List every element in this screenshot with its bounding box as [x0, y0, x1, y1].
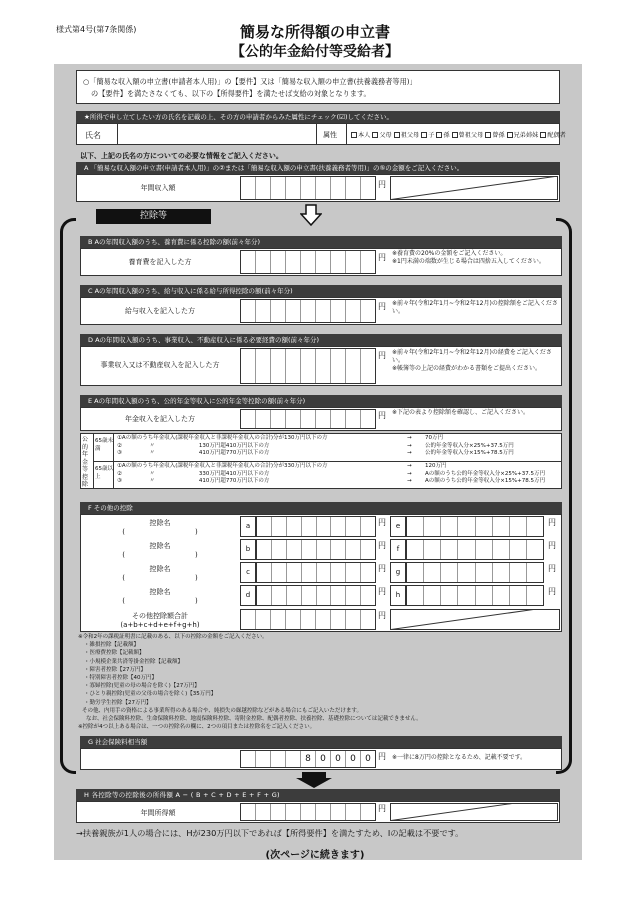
pension-rows-under65: ①Aの額のうち年金収入(課税年金収入と非課税年金収入の合計)分が130万円以下の方 → 70万円 ② 〃 130万円超410万円以下の方 → 公的年金等収入分×25%+37.5万円 ③ 〃 410万円超770万円以下の方 → 公的年金等収入分×15%+78.5万円 [117, 435, 514, 456]
intro-line2: の【要件】を満たさなくても、以下の【所得要件】を満たせば支給の対象となります。 [91, 89, 371, 98]
sec-b-amount[interactable] [240, 250, 376, 274]
sec-d-amount[interactable] [240, 348, 376, 384]
pension-group-over65: 65歳以上 [95, 466, 113, 480]
sec-b-note: ※養育費の20%の金額をご記入ください。 ※1円未満の端数が生じる場合は四捨五入してください。 [392, 250, 545, 265]
sec-d-header: D Aの年間収入額のうち、事業収入、不動産収入に係る必要経費の額(前々年分) [80, 334, 562, 346]
sec-f-amount[interactable] [406, 516, 544, 537]
sec-h-yen: 円 [378, 804, 386, 813]
sec-c-yen: 円 [378, 302, 386, 311]
sec-f-yen: 円 [378, 587, 386, 596]
sec-f-letter: h [390, 585, 406, 606]
sec-d-yen: 円 [378, 351, 386, 360]
sec-g-yen: 円 [378, 752, 386, 761]
sec-a-label: 年間収入額 [140, 184, 176, 192]
sec-f-letter: a [240, 516, 256, 537]
page-subtitle: 【公的年金給付等受給者】 [231, 44, 399, 60]
sec-f-item-paren: ( ) [122, 551, 198, 559]
attr-checkbox[interactable]: 子 [421, 132, 434, 139]
sec-f-item-name: 控除名 [149, 588, 171, 596]
sec-f-yen: 円 [378, 564, 386, 573]
sec-c-label: 給与収入を記入した方 [125, 307, 195, 315]
sec-a-yen: 円 [378, 180, 386, 189]
name-section-box [76, 123, 566, 145]
sec-f-letter: d [240, 585, 256, 606]
sec-c-header: C Aの年間収入額のうち、給与収入に係る給与所得控除の額(前々年分) [80, 285, 562, 297]
pension-rows-over65: ①Aの額のうち年金収入(課税年金収入と非課税年金収入の合計)分が330万円以下の方 → 120万円 ② 〃 330万円超410万円以下の方 → Aの額のうち公的年金等収入分×25%+37.5万円 ③ 〃 410万円超770万円以下の方 → Aの額のうち公的年金等収入分×15%+78.5万円 [117, 463, 545, 484]
attr-checkbox[interactable]: 父母 [372, 132, 391, 139]
left-bracket [60, 218, 76, 774]
pension-table [80, 433, 562, 489]
sec-f-item-name: 控除名 [149, 565, 171, 573]
sec-f-yen: 円 [548, 587, 556, 596]
pension-side-label: 公的年金等控除 [82, 436, 89, 488]
sec-f-item-name: 控除名 [149, 519, 171, 527]
sec-f-yen: 円 [378, 518, 386, 527]
sec-e-label: 年金収入を記入した方 [125, 415, 195, 423]
sec-f-total-formula: (a+b+c+d+e+f+g+h) [120, 621, 200, 629]
sec-a-amount[interactable] [240, 176, 376, 200]
attribute-label: 属性 [323, 131, 337, 139]
sec-f-yen: 円 [548, 564, 556, 573]
sec-f-item-paren: ( ) [122, 597, 198, 605]
sec-f-amount[interactable] [406, 539, 544, 560]
attr-checkbox[interactable]: 祖父母 [394, 132, 420, 139]
sec-b-yen: 円 [378, 253, 386, 262]
sec-b-header: B Aの年間収入額のうち、養育費に係る控除の額(前々年分) [80, 236, 562, 248]
sec-c-amount[interactable] [240, 299, 376, 323]
attr-checkbox[interactable]: 配偶者 [540, 132, 566, 139]
sec-g-note: ※一律に8万円の控除となるため、記載不要です。 [392, 754, 527, 761]
sec-b-label: 養育費を記入した方 [128, 258, 192, 266]
sec-f-total-label: その他控除額合計 [132, 612, 188, 620]
deduction-tag: 控除等 [96, 209, 211, 224]
sec-f-item-name: 控除名 [149, 542, 171, 550]
pension-group-under65: 65歳未満 [95, 438, 113, 452]
sec-h-label: 年間所得額 [140, 809, 176, 817]
sec-f-amount[interactable] [406, 585, 544, 606]
sec-h-blank [390, 803, 558, 821]
sec-f-letter: e [390, 516, 406, 537]
instruction: 以下、上記の氏名の方についての必要な情報をご記入ください。 [80, 152, 283, 160]
sec-f-amount[interactable] [256, 585, 376, 606]
sec-a-header: A 「簡易な収入額の申立書(申請者本人用)」の②または「簡易な収入額の申立書(扶養義務者等用)」の⑤の金額をご記入ください。 [76, 162, 560, 174]
sec-f-yen: 円 [548, 541, 556, 550]
attr-checkbox[interactable]: 兄弟姉妹 [507, 132, 539, 139]
sec-f-item-paren: ( ) [122, 528, 198, 536]
attr-checkbox[interactable]: 曾祖父母 [452, 132, 484, 139]
sec-e-amount[interactable] [240, 409, 376, 429]
sec-f-letter: g [390, 562, 406, 583]
intro-box [76, 70, 560, 104]
sec-d-label: 事業収入又は不動産収入を記入した方 [100, 361, 220, 369]
sec-f-yen: 円 [378, 541, 386, 550]
sec-f-total-yen: 円 [378, 611, 386, 620]
sec-h-header: H 各控除等の控除後の所得額 A − ( B + C + D + E + F + G) [76, 789, 560, 801]
sec-f-amount[interactable] [256, 516, 376, 537]
sec-f-letter: b [240, 539, 256, 560]
sec-g-header: G 社会保険料相当額 [80, 736, 562, 748]
name-section-header: ★所得で申し立てしたい方の氏名を記載の上、その方の申請者からみた属性にチェック(☑)してください。 [76, 111, 560, 123]
name-label: 氏名 [85, 131, 101, 140]
sec-f-total-amount[interactable] [240, 609, 376, 630]
page-title: 簡易な所得額の申立書 [239, 23, 390, 41]
sec-c-note: ※前々年(令和2年1月~令和2年12月)の控除額をご記入ください。 [392, 300, 558, 315]
sec-f-item-paren: ( ) [122, 574, 198, 582]
attr-checkbox[interactable]: 本人 [351, 132, 370, 139]
down-arrow-icon [296, 772, 332, 788]
attribute-options [351, 130, 566, 139]
sec-f-yen: 円 [548, 518, 556, 527]
sec-f-amount[interactable] [256, 539, 376, 560]
intro-line1: ○「簡易な収入額の申立書(申請者本人用)」の【要件】又は「簡易な収入額の申立書(扶養義務者等用)」 [83, 77, 417, 86]
sec-f-amount[interactable] [256, 562, 376, 583]
sec-g-amount: 8 0 0 0 0 [240, 750, 376, 768]
sec-f-header: F その他の控除 [80, 502, 562, 514]
sec-f-letter: f [390, 539, 406, 560]
sec-f-letter: c [240, 562, 256, 583]
sec-e-note: ※下記の表より控除額を確認し、ご記入ください。 [392, 409, 530, 416]
name-input[interactable] [117, 124, 317, 144]
continue-note: (次ページに続きます) [265, 850, 365, 861]
down-arrow-icon [300, 204, 322, 226]
sec-f-amount[interactable] [406, 562, 544, 583]
attr-checkbox[interactable]: 曾孫 [485, 132, 504, 139]
attr-checkbox[interactable]: 孫 [436, 132, 449, 139]
sec-e-yen: 円 [378, 411, 386, 420]
form-number: 様式第4号(第7条関係) [56, 25, 137, 34]
sec-h-amount[interactable] [240, 803, 376, 821]
sec-a-blank [390, 176, 558, 200]
footer-note: →扶養親族が1人の場合には、Hが230万円以下であれば【所得要件】を満たすため、Iの記載は不要です。 [76, 828, 464, 838]
sec-f-notes: ※令和2年の課税証明書に記載のある、以下の控除の金額をご記入ください。 ・雑損控除【記載額】 ・医療費控除【記載額】 ・小規模企業共済等掛金控除【記載額】 ・障害者控除【27万円】 ・特別障害者控除【40万円】 ・寡婦控除(児童の母の場合を除く)【27万円】 ・ひとり親控除(児童の父母の場合を除く)【35万円】 ・勤労学生控除【27万円】 その他、内用手の資格による事業所得のある場合や、純損失の繰越控除などがある場合にもご記入いただけます。 なお、社会保険料控除、生命保険料控除、地震保険料控除、寄附金控除、配偶者控除、扶養控除、基礎控除については記載できません。 ※控除が4つ以上ある場合は、一つの控除名の欄に、2つの項目または控除名をご記入ください。 [78, 634, 422, 731]
sec-d-note: ※前々年(令和2年1月~令和2年12月)の経費をご記入ください。 ※帳簿等の上記の経費がわかる書類をご提出ください。 [392, 349, 552, 372]
sec-e-header: E Aの年間収入額のうち、公的年金等収入に公的年金等控除の額(前々年分) [80, 395, 562, 407]
sec-f-total-blank [390, 609, 560, 630]
